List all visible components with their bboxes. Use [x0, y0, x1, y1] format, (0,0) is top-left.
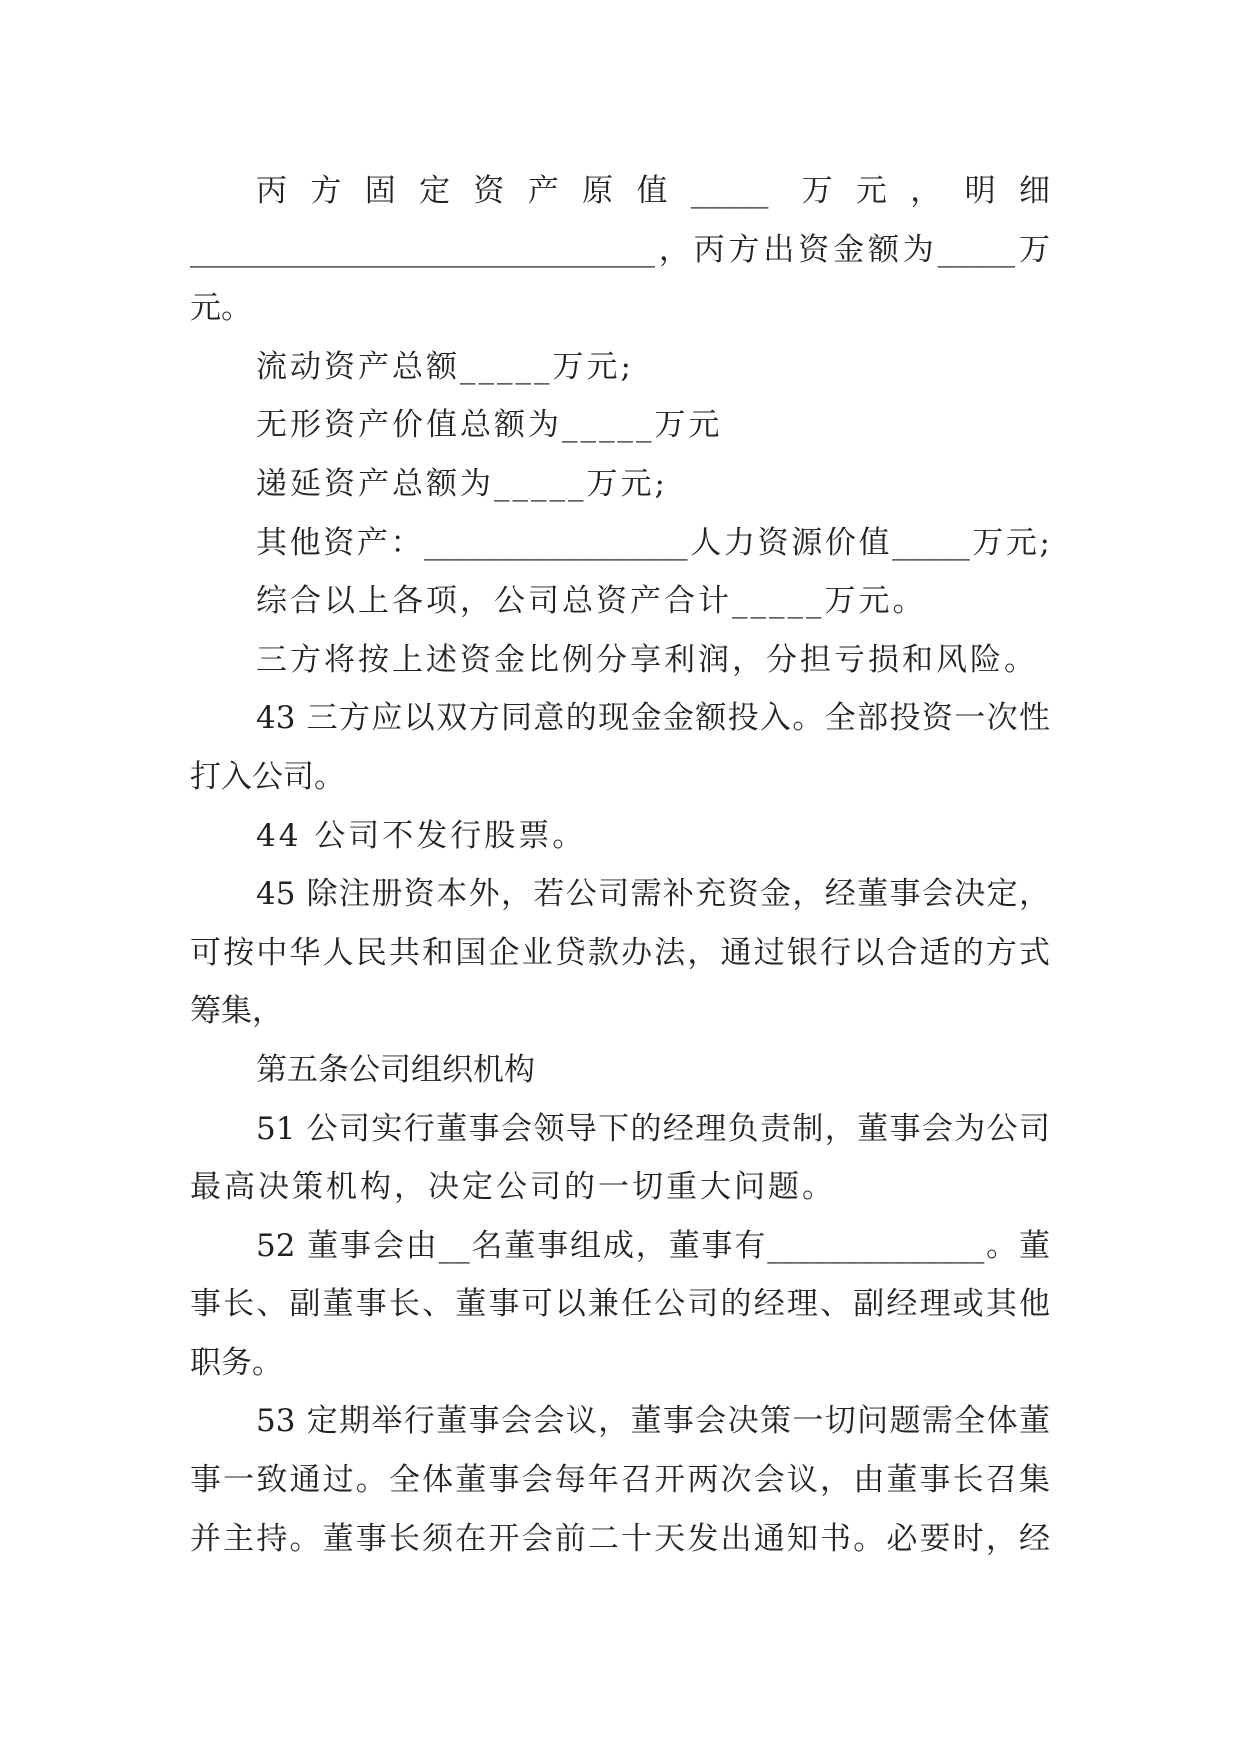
text-line: 53 定期举行董事会会议，董事会决策一切问题需全体董	[256, 1403, 1050, 1440]
text-line: 三方将按上述资金比例分享利润，分担亏损和风险。	[256, 641, 1038, 678]
text-line: ______________________________，丙方出资金额为_____万	[190, 231, 1050, 268]
text-line: 44 公司不发行股票。	[256, 817, 587, 854]
text-line: 职务。	[190, 1344, 283, 1381]
text-line: 丙方固定资产原值_____ 万元，明细	[256, 173, 1050, 209]
text-line: 52 董事会由__名董事组成，董事有______________。董	[256, 1227, 1050, 1264]
text-line: 并主持。董事长须在开会前二十天发出通知书。必要时，经	[190, 1520, 1050, 1557]
text-line: 无形资产价值总额为_____万元	[256, 407, 723, 444]
text-line: 递延资产总额为_____万元;	[256, 465, 668, 502]
text-line: 45 除注册资本外，若公司需补充资金，经董事会决定，	[256, 876, 1050, 913]
text-line: 可按中华人民共和国企业贷款办法，通过银行以合适的方式	[190, 934, 1050, 971]
text-line: 综合以上各项，公司总资产合计_____万元。	[256, 583, 927, 620]
text-line: 流动资产总额_____万元;	[256, 348, 634, 385]
text-line: 打入公司。	[190, 758, 345, 795]
text-line: 51 公司实行董事会领导下的经理负责制，董事会为公司	[256, 1110, 1050, 1147]
text-line: 事长、副董事长、董事可以兼任公司的经理、副经理或其他	[190, 1286, 1050, 1323]
text-line: 其他资产：_________________人力资源价值_____万元;	[256, 524, 1050, 561]
text-line: 43 三方应以双方同意的现金金额投入。全部投资一次性	[256, 700, 1050, 737]
text-line: 事一致通过。全体董事会每年召开两次会议，由董事长召集	[190, 1462, 1050, 1499]
section-heading: 第五条公司组织机构	[256, 1051, 535, 1088]
document-body	[190, 162, 1050, 1568]
text-line: 元。	[190, 290, 252, 327]
text-line: 筹集，	[190, 993, 283, 1030]
text-line: 最高决策机构，决定公司的一切重大问题。	[190, 1169, 836, 1206]
